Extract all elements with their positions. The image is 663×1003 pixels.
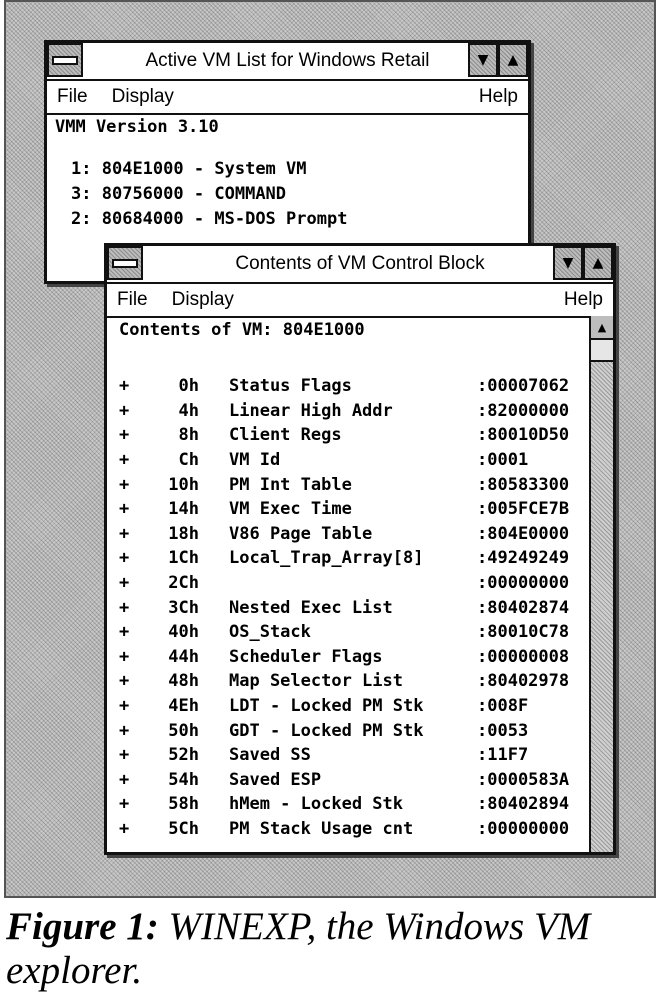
row-field: LDT - Locked PM Stk	[229, 696, 424, 717]
row-offset: Ch	[178, 450, 199, 471]
table-row[interactable]	[119, 472, 597, 497]
vm-control-block-window	[104, 243, 616, 855]
row-offset: 50h	[168, 720, 199, 741]
row-value: :80010D50	[477, 425, 570, 446]
row-value: :80010C78	[477, 622, 570, 643]
scroll-up-icon[interactable]: ▲	[591, 316, 613, 340]
row-value: :00000000	[477, 573, 570, 594]
row-plus: +	[119, 548, 130, 569]
row-value: :80583300	[477, 474, 570, 495]
table-row[interactable]	[119, 448, 597, 473]
vm-list-item[interactable]	[71, 184, 347, 209]
table-row[interactable]	[119, 423, 597, 448]
row-plus: +	[119, 696, 130, 717]
menu-display[interactable]	[172, 289, 234, 311]
row-offset: 4Eh	[168, 696, 199, 717]
maximize-icon[interactable]: ▲	[498, 43, 528, 77]
table-row[interactable]	[119, 718, 597, 743]
row-plus: +	[119, 671, 130, 692]
row-field: VM Exec Time	[229, 499, 352, 520]
vmm-version: VMM Version 3.10	[55, 117, 219, 137]
row-offset: 18h	[168, 523, 199, 544]
row-value: :80402978	[477, 671, 570, 692]
row-value: :0001	[477, 450, 529, 471]
row-plus: +	[119, 376, 130, 397]
row-offset: 54h	[168, 769, 199, 790]
table-row[interactable]	[119, 669, 597, 694]
row-value: :0053	[477, 720, 529, 741]
row-offset: 52h	[168, 745, 199, 766]
table-row[interactable]	[119, 374, 597, 399]
minimize-icon[interactable]: ▼	[553, 246, 583, 280]
row-field: Linear High Addr	[229, 400, 393, 421]
figure-caption-text: WINEXP, the Windows VM explorer.	[6, 905, 591, 992]
table-row[interactable]	[119, 817, 597, 842]
row-plus: +	[119, 573, 130, 594]
vm-index: 1:	[71, 159, 92, 179]
row-offset: 8h	[178, 425, 199, 446]
row-offset: 14h	[168, 499, 199, 520]
table-row[interactable]	[119, 620, 597, 645]
row-field: Status Flags	[229, 376, 352, 397]
vm-separator: -	[193, 184, 205, 204]
row-plus: +	[119, 720, 130, 741]
row-value: :0000583A	[477, 769, 570, 790]
table-row[interactable]	[119, 792, 597, 817]
vm-separator: -	[193, 209, 205, 229]
row-field: PM Int Table	[229, 474, 352, 495]
vm-list-item[interactable]	[71, 209, 347, 234]
menu-display[interactable]	[112, 86, 174, 108]
menu-file[interactable]	[57, 86, 88, 108]
row-offset: 58h	[168, 794, 199, 815]
table-row[interactable]	[119, 522, 597, 547]
table-row[interactable]	[119, 399, 597, 424]
figure-caption	[6, 905, 656, 993]
row-offset: 44h	[168, 646, 199, 667]
window-title: Contents of VM Control Block	[235, 253, 485, 274]
row-offset: 10h	[168, 474, 199, 495]
row-field: Saved SS	[229, 745, 311, 766]
row-plus: +	[119, 450, 130, 471]
menu-file-label: File	[117, 289, 148, 310]
row-value: :804E0000	[477, 523, 570, 544]
vm-name: MS-DOS Prompt	[214, 209, 348, 229]
row-plus: +	[119, 646, 130, 667]
title-bar[interactable]	[47, 43, 528, 81]
row-value: :00000000	[477, 818, 570, 839]
menu-bar	[47, 81, 528, 115]
row-plus: +	[119, 818, 130, 839]
vm-addr: 80756000	[101, 184, 184, 204]
row-offset: 2Ch	[168, 573, 199, 594]
row-plus: +	[119, 400, 130, 421]
menu-help[interactable]	[564, 289, 603, 311]
table-row[interactable]	[119, 743, 597, 768]
vm-name: COMMAND	[214, 184, 287, 204]
menu-help-label: Help	[563, 289, 603, 310]
row-field: Map Selector List	[229, 671, 403, 692]
row-plus: +	[119, 794, 130, 815]
row-field: V86 Page Table	[229, 523, 373, 544]
scroll-thumb[interactable]	[591, 340, 613, 362]
system-menu-icon[interactable]	[47, 43, 83, 77]
row-offset: 48h	[168, 671, 199, 692]
vm-addr: 80684000	[101, 209, 184, 229]
vm-index: 3:	[71, 184, 92, 204]
vm-list	[71, 159, 347, 234]
menu-bar	[107, 284, 613, 318]
row-plus: +	[119, 745, 130, 766]
row-field: Client Regs	[229, 425, 342, 446]
table-row[interactable]	[119, 546, 597, 571]
table-row[interactable]	[119, 694, 597, 719]
vm-control-block-table	[119, 374, 597, 841]
row-plus: +	[119, 474, 130, 495]
row-value: :49249249	[477, 548, 570, 569]
row-field: Saved ESP	[229, 769, 322, 790]
menu-help-label: Help	[478, 86, 518, 107]
vm-separator: -	[193, 159, 205, 179]
row-offset: 4h	[178, 400, 199, 421]
row-field: Scheduler Flags	[229, 646, 383, 667]
row-field: VM Id	[229, 450, 281, 471]
table-row[interactable]	[119, 645, 597, 670]
row-plus: +	[119, 597, 130, 618]
row-field: hMem - Locked Stk	[229, 794, 403, 815]
row-offset: 3Ch	[168, 597, 199, 618]
figure-label: Figure 1:	[6, 905, 159, 948]
row-value: :005FCE7B	[477, 499, 570, 520]
vm-index: 2:	[71, 209, 92, 229]
row-value: :82000000	[477, 400, 570, 421]
row-field: Nested Exec List	[229, 597, 393, 618]
row-field: GDT - Locked PM Stk	[229, 720, 424, 741]
minimize-icon[interactable]: ▼	[468, 43, 498, 77]
menu-help[interactable]	[479, 86, 518, 108]
vm-contents-heading: Contents of VM: 804E1000	[119, 320, 365, 340]
table-row[interactable]	[119, 571, 597, 596]
menu-file-label: File	[57, 86, 88, 107]
row-value: :00000008	[477, 646, 570, 667]
window-title: Active VM List for Windows Retail	[145, 50, 430, 71]
row-value: :008F	[477, 696, 529, 717]
row-plus: +	[119, 523, 130, 544]
title-bar[interactable]	[107, 246, 613, 284]
vm-addr: 804E1000	[101, 159, 184, 179]
vm-list-item[interactable]	[71, 159, 347, 184]
table-row[interactable]	[119, 497, 597, 522]
row-value: :11F7	[477, 745, 529, 766]
row-field: OS_Stack	[229, 622, 311, 643]
vm-name: System VM	[214, 159, 307, 179]
table-row[interactable]	[119, 595, 597, 620]
row-offset: 1Ch	[168, 548, 199, 569]
row-plus: +	[119, 622, 130, 643]
menu-display-label: Display	[171, 289, 234, 310]
row-offset: 40h	[168, 622, 199, 643]
row-value: :80402894	[477, 794, 570, 815]
row-plus: +	[119, 499, 130, 520]
row-plus: +	[119, 769, 130, 790]
row-offset: 0h	[178, 376, 199, 397]
row-plus: +	[119, 425, 130, 446]
row-value: :00007062	[477, 376, 570, 397]
row-offset: 5Ch	[168, 818, 199, 839]
row-field: PM Stack Usage cnt	[229, 818, 414, 839]
table-row[interactable]	[119, 768, 597, 793]
menu-display-label: Display	[111, 86, 174, 107]
row-value: :80402874	[477, 597, 570, 618]
menu-file[interactable]	[117, 289, 148, 311]
system-menu-icon[interactable]	[107, 246, 143, 280]
row-field: Local_Trap_Array[8]	[229, 548, 424, 569]
maximize-icon[interactable]: ▲	[583, 246, 613, 280]
